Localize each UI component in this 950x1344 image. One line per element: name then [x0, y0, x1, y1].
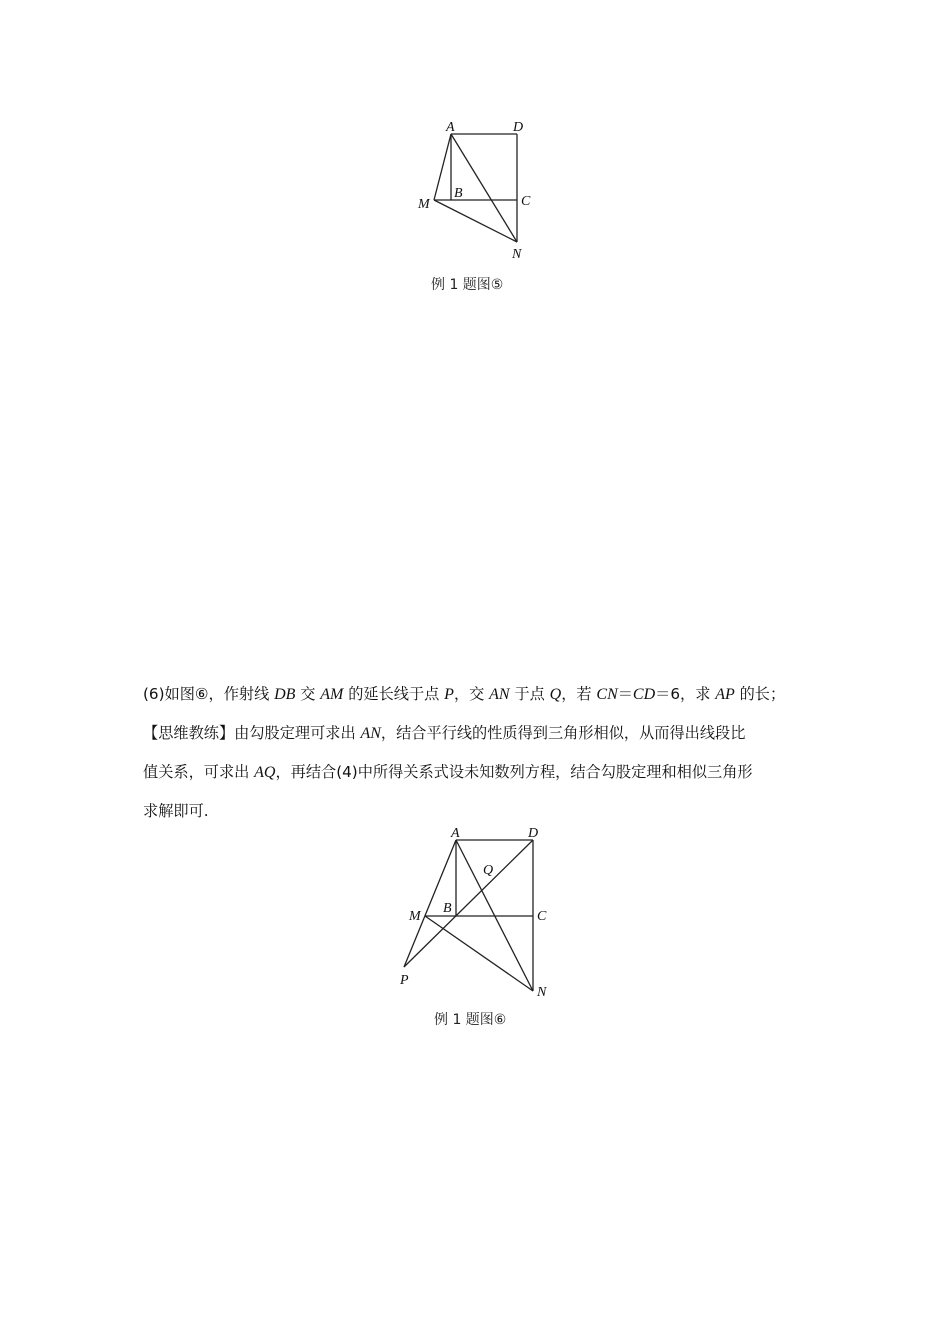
point-label-N-6: N — [537, 985, 547, 1000]
problem-6-line-1 — [143, 675, 843, 714]
math-symbol: P — [444, 686, 454, 703]
text-run: 于点 — [509, 685, 550, 703]
point-label-M-6: M — [409, 909, 421, 924]
point-label-P-6: P — [400, 973, 409, 988]
text-run: 【思维教练】由勾股定理可求出 — [143, 724, 361, 742]
problem-6-line-2 — [143, 714, 843, 753]
math-symbol: AN — [489, 686, 510, 703]
text-run: (6)如图⑥，作射线 — [143, 685, 275, 703]
math-symbol: CD — [632, 686, 656, 703]
point-label-D-6: D — [528, 826, 539, 841]
text-run: ，再结合(4)中所得关系式设未知数列方程，结合勾股定理和相似三角形 — [275, 763, 753, 781]
math-symbol: AP — [715, 686, 735, 703]
point-label-C: C — [521, 194, 531, 209]
text-run: 交 — [295, 685, 321, 703]
text-run: ，若 — [561, 685, 597, 703]
math-symbol: Q — [549, 686, 562, 703]
figure-6-caption: 例 1 题图⑥ — [434, 1012, 507, 1028]
text-run: 求解即可. — [143, 802, 209, 820]
problem-6-line-3 — [143, 753, 843, 792]
text-run: 值关系，可求出 — [143, 763, 255, 781]
segment-AM — [434, 134, 451, 200]
point-label-A-6: A — [451, 826, 460, 841]
point-label-B: B — [454, 186, 463, 201]
figure-5-caption: 例 1 题图⑤ — [431, 277, 504, 293]
math-symbol: CN — [596, 686, 618, 703]
math-symbol: AN — [360, 725, 381, 742]
segment-MN-6 — [425, 916, 533, 991]
point-label-D: D — [513, 120, 524, 135]
text-run: ，结合平行线的性质得到三角形相似，从而得出线段比 — [380, 724, 746, 742]
math-symbol: AQ — [254, 764, 276, 781]
problem-6-line-4 — [143, 792, 843, 831]
text-run: ＝6，求 — [655, 685, 716, 703]
text-run: 的延长线于点 — [343, 685, 445, 703]
text-run: ＝ — [617, 685, 633, 703]
point-label-N: N — [512, 247, 522, 262]
point-label-C-6: C — [537, 909, 547, 924]
problem-6-text — [143, 675, 843, 831]
math-symbol: AM — [320, 686, 344, 703]
point-label-B-6: B — [443, 901, 452, 916]
text-run: 的长； — [734, 685, 786, 703]
point-label-A: A — [446, 120, 455, 135]
math-symbol: DB — [274, 686, 296, 703]
point-label-M: M — [418, 197, 430, 212]
text-run: ，交 — [453, 685, 490, 703]
point-label-Q-6: Q — [483, 863, 494, 878]
segment-DP-6 — [404, 840, 533, 967]
